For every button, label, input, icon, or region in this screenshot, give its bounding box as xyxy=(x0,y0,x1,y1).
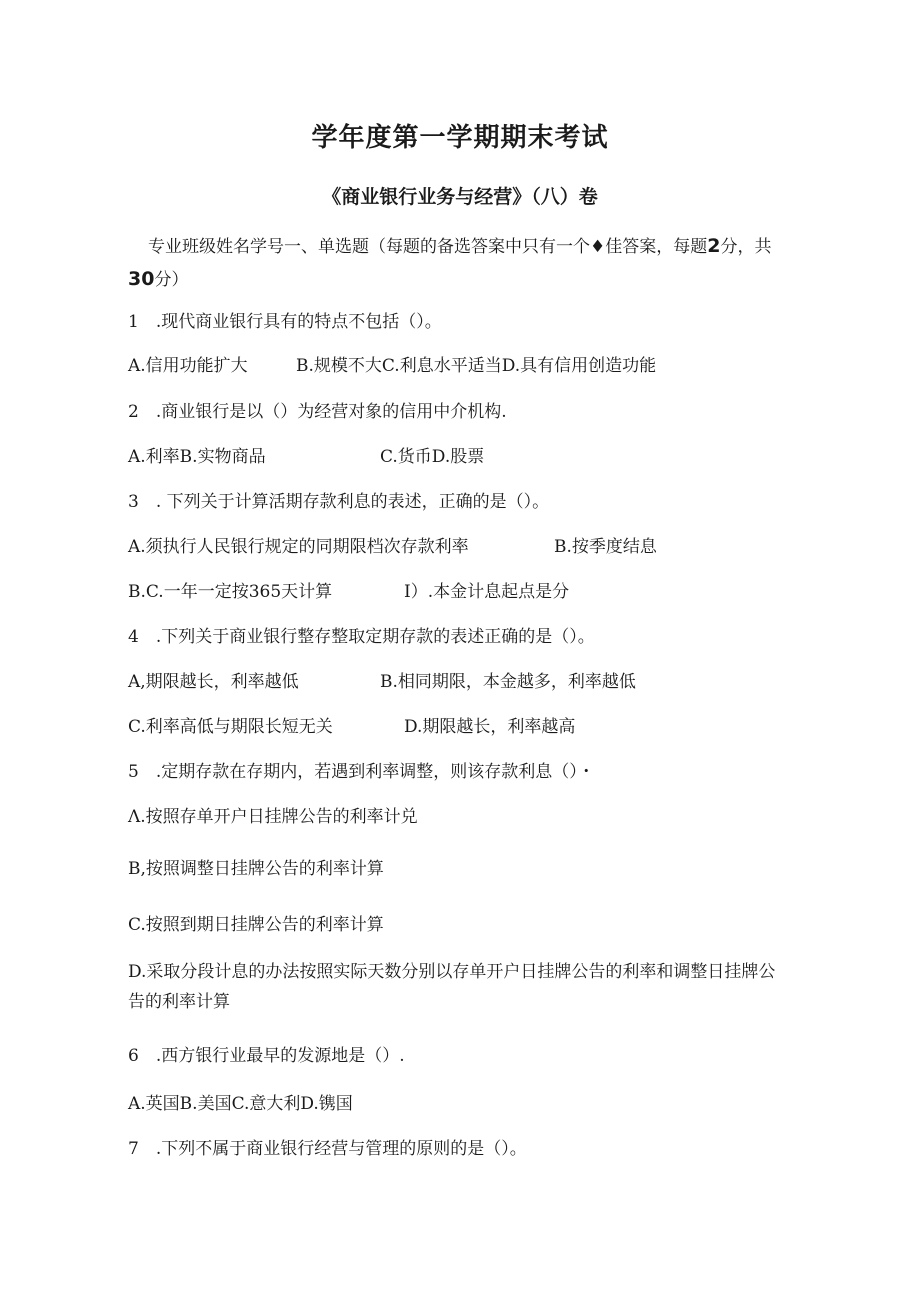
option: A.英国B.美国C.意大利D.镌国 xyxy=(128,1094,353,1114)
intro-mid: 分，共 xyxy=(720,237,772,257)
question-stem: 4 .下列关于商业银行整存整取定期存款的表述正确的是（）。 xyxy=(128,627,595,647)
question-stem: 7 .下列不属于商业银行经营与管理的原则的是（）。 xyxy=(128,1139,527,1159)
option: A,期限越长，利率越低 xyxy=(128,672,299,692)
option: Λ.按照存单开户日挂牌公告的利率计兑 xyxy=(128,807,418,827)
option: A.利率B.实物商品 xyxy=(128,447,266,467)
option: B.C.一年一定按365天计算 xyxy=(128,582,333,602)
question-stem: 1 .现代商业银行具有的特点不包括（）。 xyxy=(128,312,442,332)
option: C.按照到期日挂牌公告的利率计算 xyxy=(128,915,384,935)
option: C.利率高低与期限长短无关 xyxy=(128,717,333,737)
intro-score-per: 2 xyxy=(707,235,721,257)
exam-subtitle: 《商业银行业务与经营》（八）卷 xyxy=(322,186,598,208)
question-stem: 3 . 下列关于计算活期存款利息的表述，正确的是（）。 xyxy=(128,492,550,512)
intro-total: 30 xyxy=(128,268,155,290)
option: B.按季度结息 xyxy=(554,537,657,557)
option: I）.本金计息起点是分 xyxy=(404,582,570,602)
option: B.相同期限，本金越多，利率越低 xyxy=(380,672,636,692)
option: D.期限越长，利率越高 xyxy=(404,717,576,737)
question-stem: 5 .定期存款在存期内，若遇到利率调整，则该存款利息（）・ xyxy=(128,762,595,782)
intro-end: 分） xyxy=(154,270,189,290)
exam-title: 学年度第一学期期末考试 xyxy=(311,123,609,153)
option: B,按照调整日挂牌公告的利率计算 xyxy=(128,859,384,879)
option: D.采取分段计息的办法按照实际天数分别以存单开户日挂牌公告的利率和调整日挂牌公告的利率计算 xyxy=(128,962,776,1012)
question-stem: 6 .西方银行业最早的发源地是（）. xyxy=(128,1046,405,1066)
section-intro xyxy=(128,230,788,296)
option: A.信用功能扩大 xyxy=(128,356,248,376)
option: C.货币D.股票 xyxy=(380,447,485,467)
option: B.规模不大C.利息水平适当D.具有信用创造功能 xyxy=(296,356,657,376)
intro-text: 专业班级姓名学号一、单选题（每题的备选答案中只有一个♦佳答案，每题 xyxy=(148,237,708,257)
option: A.须执行人民银行规定的同期限档次存款利率 xyxy=(128,537,469,557)
question-stem: 2 .商业银行是以（）为经营对象的信用中介机构. xyxy=(128,402,507,422)
